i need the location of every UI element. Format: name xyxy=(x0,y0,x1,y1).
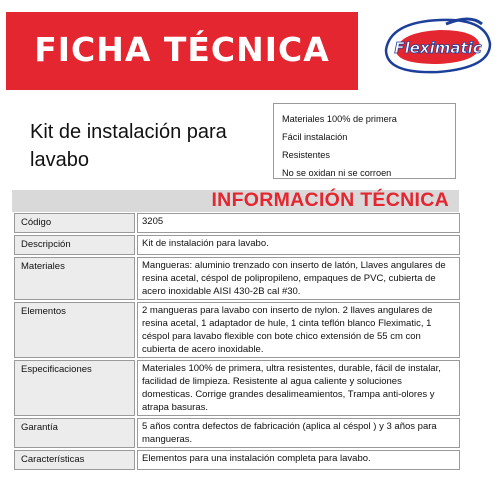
spec-label-especificaciones: Especificaciones xyxy=(14,360,135,416)
feature-item: Resistentes xyxy=(282,150,331,160)
table-row xyxy=(14,235,460,255)
table-row xyxy=(14,213,460,233)
section-title: INFORMACIÓN TÉCNICA xyxy=(211,189,449,211)
page-title: FICHA TÉCNICA xyxy=(34,30,330,69)
header-banner xyxy=(6,12,358,90)
spec-value-caracteristicas: Elementos para una instalación completa para lavabo. xyxy=(137,450,460,470)
spec-value-especificaciones: Materiales 100% de primera, ultra resistentes, durable, fácil de instalar, facilidad de limpieza. Resistente al agua caliente y soluciones domesticas. Corrige grandes desalimeamientos, Trampa anti-olores y atrapa basuras. xyxy=(137,360,460,416)
logo-text: Fleximatic xyxy=(394,39,482,57)
feature-item: No se oxidan ni se corroen xyxy=(282,168,392,178)
spec-value-codigo: 3205 xyxy=(137,213,460,233)
table-row xyxy=(14,302,460,358)
spec-label-descripcion: Descripción xyxy=(14,235,135,255)
fleximatic-logo xyxy=(380,10,494,82)
spec-label-materiales: Materiales xyxy=(14,257,135,300)
features-box xyxy=(273,103,456,179)
table-row xyxy=(14,360,460,416)
section-header xyxy=(12,190,459,212)
spec-value-descripcion: Kit de instalación para lavabo. xyxy=(137,235,460,255)
spec-value-garantia: 5 años contra defectos de fabricación (aplica al céspol ) y 3 años para mangueras. xyxy=(137,418,460,448)
spec-label-elementos: Elementos xyxy=(14,302,135,358)
spec-value-elementos: 2 mangueras para lavabo con inserto de nylon. 2 llaves angulares de resina acetal, 1 adaptador de hule, 1 cinta teflón blanco Fleximatic, 1 céspol para lavabo flexible con bote chico extensión de 55 cm con cubierta de acero inoxidable. xyxy=(137,302,460,358)
table-row xyxy=(14,257,460,300)
spec-label-garantia: Garantía xyxy=(14,418,135,448)
feature-item: Fácil instalación xyxy=(282,132,348,142)
product-title: Kit de instalación para lavabo xyxy=(30,121,227,171)
table-row xyxy=(14,418,460,448)
table-row xyxy=(14,450,460,470)
spec-label-codigo: Código xyxy=(14,213,135,233)
spec-value-materiales: Mangueras: aluminio trenzado con inserto de latón, Llaves angulares de resina acetal, céspol de polipropileno, empaques de PVC, cubierta de acero inoxidable AISI 430-2B cal #30. xyxy=(137,257,460,300)
feature-item: Materiales 100% de primera xyxy=(282,114,397,124)
spec-label-caracteristicas: Características xyxy=(14,450,135,470)
spec-table xyxy=(14,213,460,472)
